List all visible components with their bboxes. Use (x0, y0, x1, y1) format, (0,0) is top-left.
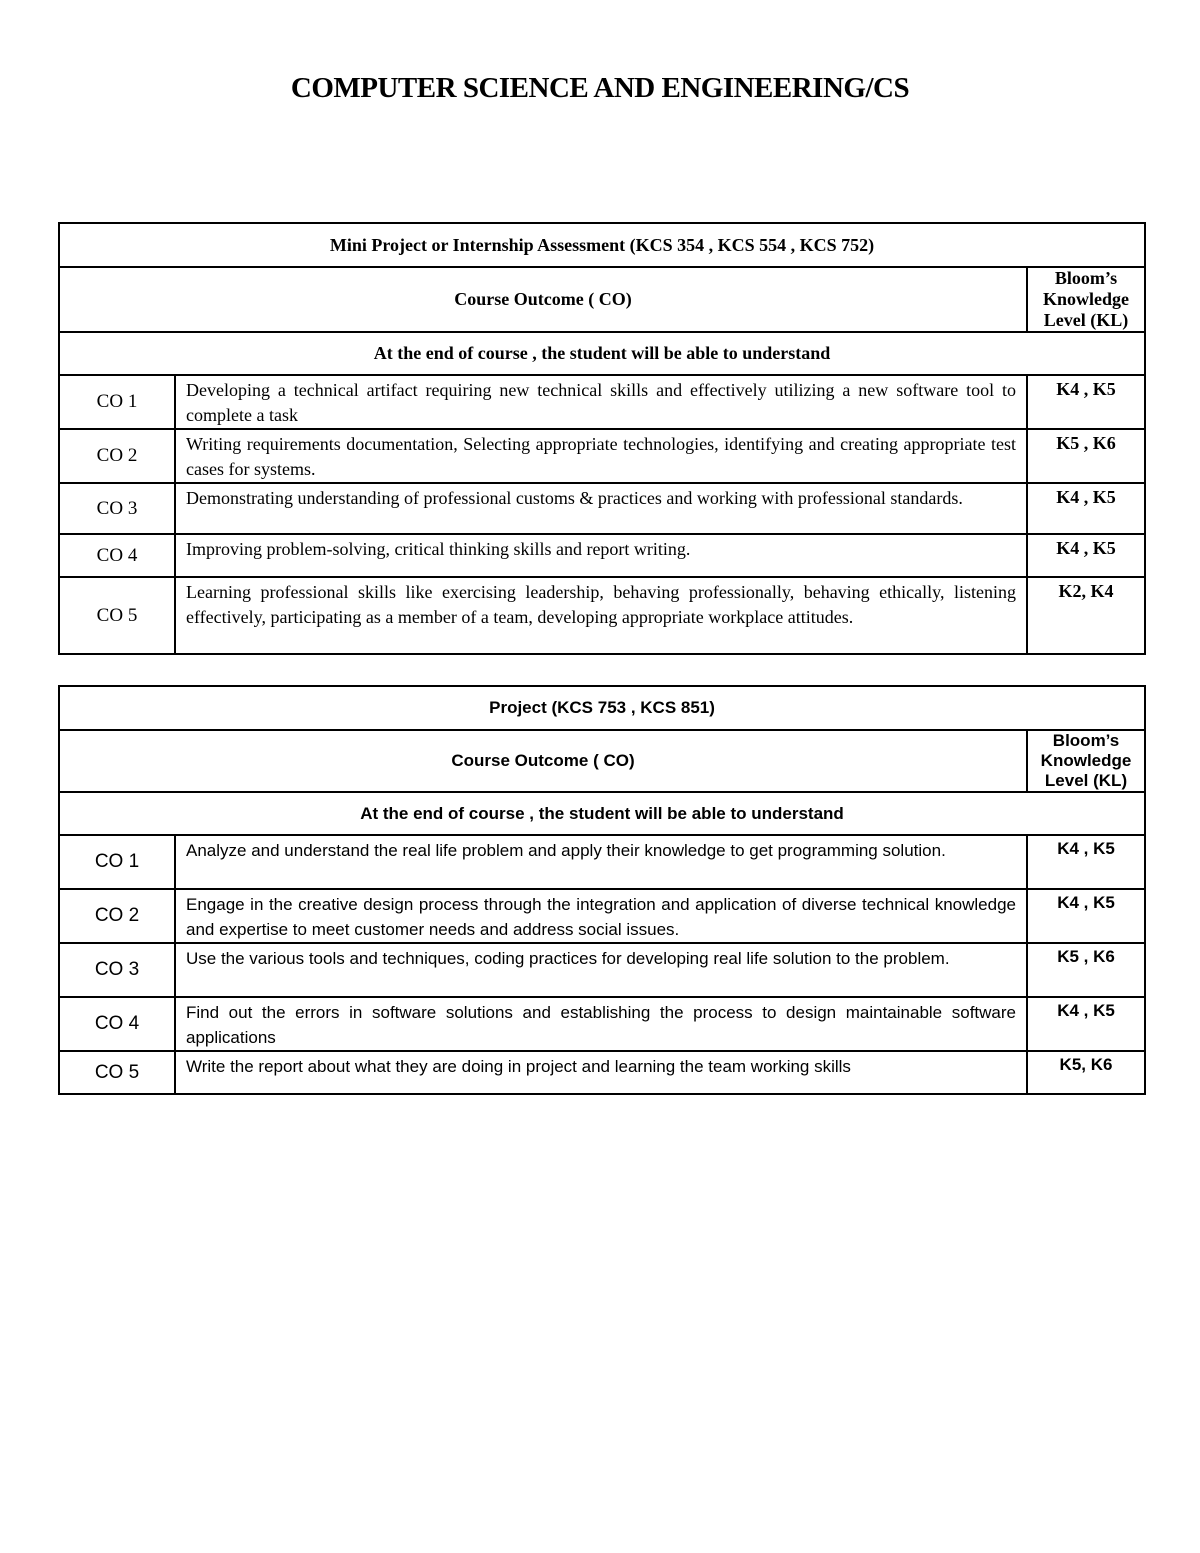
co-number: CO 2 (59, 429, 175, 483)
co-description: Learning professional skills like exercising leadership, behaving professionally, behaving ethically, listening effectively, participating as a member of a team, developing appropriate workplace attitudes. (175, 577, 1027, 654)
co-description: Developing a technical artifact requiring new technical skills and effectively utilizing a new software tool to complete a task (175, 375, 1027, 429)
course-outcome-header: Course Outcome ( CO) (59, 730, 1027, 792)
co-description: Find out the errors in software solutions and establishing the process to design maintainable software applications (175, 997, 1027, 1051)
co-description: Writing requirements documentation, Selecting appropriate technologies, identifying and creating appropriate test cases for systems. (175, 429, 1027, 483)
intro-row: At the end of course , the student will be able to understand (59, 792, 1145, 835)
table-row (59, 375, 1145, 429)
table-row (59, 943, 1145, 997)
co-knowledge-level: K4 , K5 (1027, 835, 1145, 889)
table-caption: Mini Project or Internship Assessment (KCS 354 , KCS 554 , KCS 752) (59, 223, 1145, 267)
co-knowledge-level: K5 , K6 (1027, 429, 1145, 483)
mini-project-co-table (58, 222, 1146, 655)
co-knowledge-level: K2, K4 (1027, 577, 1145, 654)
co-number: CO 5 (59, 577, 175, 654)
table-row (59, 997, 1145, 1051)
co-knowledge-level: K5, K6 (1027, 1051, 1145, 1094)
co-knowledge-level: K4 , K5 (1027, 375, 1145, 429)
co-knowledge-level: K4 , K5 (1027, 534, 1145, 577)
co-number: CO 3 (59, 943, 175, 997)
co-knowledge-level: K4 , K5 (1027, 483, 1145, 534)
co-description: Engage in the creative design process through the integration and application of diverse technical knowledge and expertise to meet customer needs and address social issues. (175, 889, 1027, 943)
knowledge-level-header: Bloom’s Knowledge Level (KL) (1027, 730, 1145, 792)
co-knowledge-level: K4 , K5 (1027, 997, 1145, 1051)
co-description: Use the various tools and techniques, coding practices for developing real life solution to the problem. (175, 943, 1027, 997)
co-description: Demonstrating understanding of professional customs & practices and working with professional standards. (175, 483, 1027, 534)
table-row (59, 429, 1145, 483)
table-row (59, 483, 1145, 534)
co-description: Improving problem-solving, critical thinking skills and report writing. (175, 534, 1027, 577)
co-description: Analyze and understand the real life problem and apply their knowledge to get programming solution. (175, 835, 1027, 889)
co-number: CO 1 (59, 835, 175, 889)
co-number: CO 1 (59, 375, 175, 429)
knowledge-level-header: Bloom’s Knowledge Level (KL) (1027, 267, 1145, 332)
table-row (59, 534, 1145, 577)
co-number: CO 5 (59, 1051, 175, 1094)
course-outcome-header: Course Outcome ( CO) (59, 267, 1027, 332)
co-knowledge-level: K5 , K6 (1027, 943, 1145, 997)
intro-row: At the end of course , the student will be able to understand (59, 332, 1145, 375)
table-row (59, 577, 1145, 654)
page-title: COMPUTER SCIENCE AND ENGINEERING/CS (290, 72, 910, 104)
co-knowledge-level: K4 , K5 (1027, 889, 1145, 943)
co-description: Write the report about what they are doing in project and learning the team working skills (175, 1051, 1027, 1094)
co-number: CO 3 (59, 483, 175, 534)
co-number: CO 2 (59, 889, 175, 943)
table-row (59, 1051, 1145, 1094)
project-co-table (58, 685, 1146, 1095)
co-number: CO 4 (59, 534, 175, 577)
co-number: CO 4 (59, 997, 175, 1051)
table-caption: Project (KCS 753 , KCS 851) (59, 686, 1145, 730)
table-row (59, 835, 1145, 889)
table-row (59, 889, 1145, 943)
